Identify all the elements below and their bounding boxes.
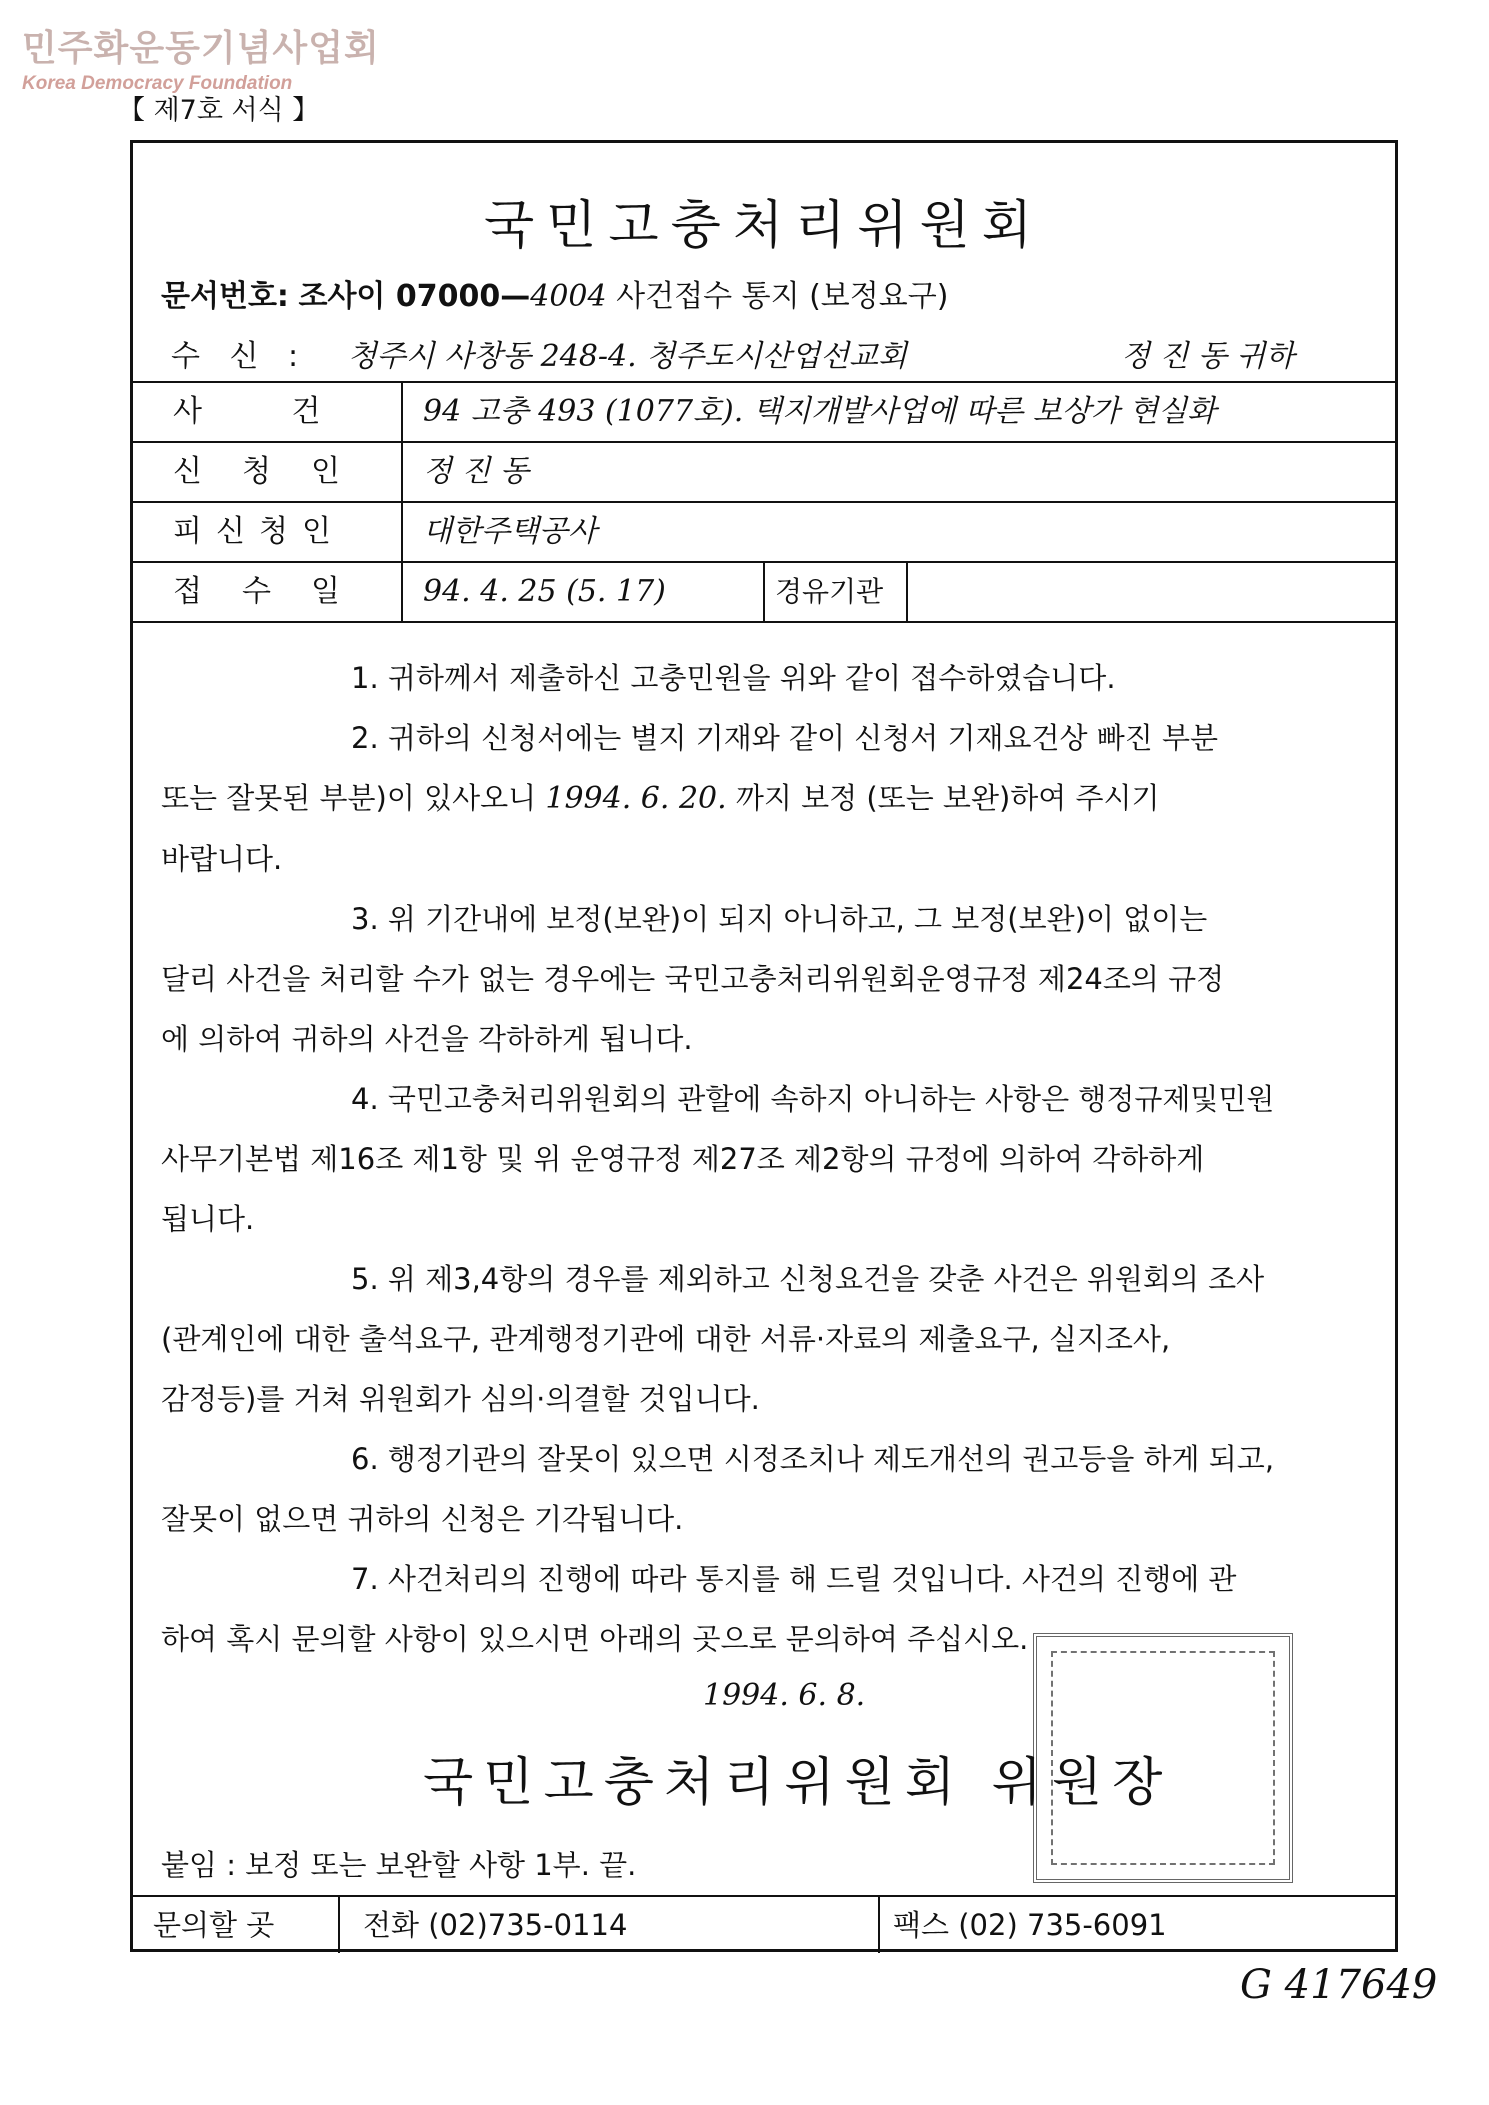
document-number [161,271,948,315]
p2-deadline-date: 1994. 6. 20. [545,781,727,816]
fax-number: 팩스 (02) 735-6091 [893,1908,1167,1942]
paragraph-3-line-1: 3. 위 기간내에 보정(보완)이 되지 아니하고, 그 보정(보완)이 없이는 [351,902,1208,936]
paragraph-7-line-2: 하여 혹시 문의할 사항이 있으시면 아래의 곳으로 문의하여 주십시오. [161,1622,1029,1656]
paragraph-2-line-2 [161,768,1386,829]
p2-post: 까지 보정 (또는 보완)하여 주시기 [735,781,1160,815]
paragraph-6-line-2: 잘못이 없으면 귀하의 신청은 기각됩니다. [161,1502,684,1536]
divider [338,1897,340,1953]
paragraph-2-line-3: 바랍니다. [161,842,283,876]
paragraph-5-line-1: 5. 위 제3,4항의 경우를 제외하고 신청요건을 갖춘 사건은 위원회의 조사 [351,1262,1265,1296]
attachment-note: 붙임 : 보정 또는 보완할 사항 1부. 끝. [161,1848,637,1882]
case-table [133,381,1395,623]
respondent-label: 피신청인 [133,503,403,561]
received-date-value: 94. 4. 25 (5. 17) [423,574,666,609]
paragraph-4-line-1: 4. 국민고충처리위원회의 관할에 속하지 아니하는 사항은 행정규제및민원 [351,1082,1275,1116]
paragraph-5-line-2: (관계인에 대한 출석요구, 관계행정기관에 대한 서류·자료의 제출요구, 실지조사, [161,1322,1171,1356]
watermark-korean: 민주화운동기념사업회 [22,28,380,69]
case-value: 94 고충 493 (1077호). 택지개발사업에 따른 보상가 현실화 [423,394,1217,429]
p2-pre: 또는 잘못된 부분)이 있사오니 [161,781,537,815]
recipient-address: 청주시 사창동 248-4. 청주도시산업선교회 [347,339,908,374]
paragraph-1: 1. 귀하께서 제출하신 고충민원을 위와 같이 접수하였습니다. [351,661,1116,695]
inquiry-label: 문의할 곳 [153,1908,275,1942]
paragraph-4-line-3: 됩니다. [161,1202,255,1236]
paragraph-3-line-3: 에 의하여 귀하의 사건을 각하하게 됩니다. [161,1022,693,1056]
paragraph-2-line-1: 2. 귀하의 신청서에는 별지 기재와 같이 신청서 기재요건상 빠진 부분 [351,721,1219,755]
table-row [133,443,1395,503]
via-agency-label: 경유기관 [763,563,908,621]
document-frame [130,140,1398,1952]
doc-number-value: 조사이 07000— [298,279,531,314]
document-title: 국민고충처리위원회 [483,196,1045,256]
paragraph-3-line-2: 달리 사건을 처리할 수가 없는 경우에는 국민고충처리위원회운영규정 제24조의 규정 [161,962,1225,996]
doc-number-label: 문서번호: [161,279,289,314]
watermark-english: Korea Democracy Foundation [22,73,293,94]
recipient-name: 정 진 동 귀하 [1121,339,1295,374]
table-row [133,383,1395,443]
watermark [22,20,380,95]
applicant-value: 정 진 동 [423,454,530,489]
doc-number-handwritten: 4004 [530,279,607,314]
paragraph-5-line-3: 감정등)를 거쳐 위원회가 심의·의결할 것입니다. [161,1382,760,1416]
received-date-label: 접수일 [133,563,403,621]
paragraph-4-line-2: 사무기본법 제16조 제1항 및 위 운영규정 제27조 제2항의 규정에 의하여 각하하게 [161,1142,1205,1176]
issuing-authority: 국민고충처리위원회 위원장 [423,1753,1173,1813]
notice-body [161,648,1386,1669]
paragraph-6-line-1: 6. 행정기관의 잘못이 있으면 시정조치나 제도개선의 권고등을 하게 되고, [351,1442,1275,1476]
footer-contact [133,1895,1395,1953]
issue-date: 1994. 6. 8. [703,1678,866,1713]
table-row [133,503,1395,563]
recipient-line [171,331,1381,375]
recipient-label: 수 신 : [171,339,309,374]
paragraph-7-line-1: 7. 사건처리의 진행에 따라 통지를 해 드릴 것입니다. 사건의 진행에 관 [351,1562,1237,1596]
form-label: 【 제7호 서식 】 [118,95,320,126]
divider [878,1897,880,1953]
doc-subject: 사건접수 통지 (보정요구) [616,279,949,314]
respondent-value: 대한주택공사 [423,514,597,549]
phone-number: 전화 (02)735-0114 [363,1908,628,1942]
applicant-label: 신청인 [133,443,403,501]
case-label: 사 건 [133,383,403,441]
table-row [133,563,1395,623]
archive-number: G 417649 [1240,1962,1438,2008]
